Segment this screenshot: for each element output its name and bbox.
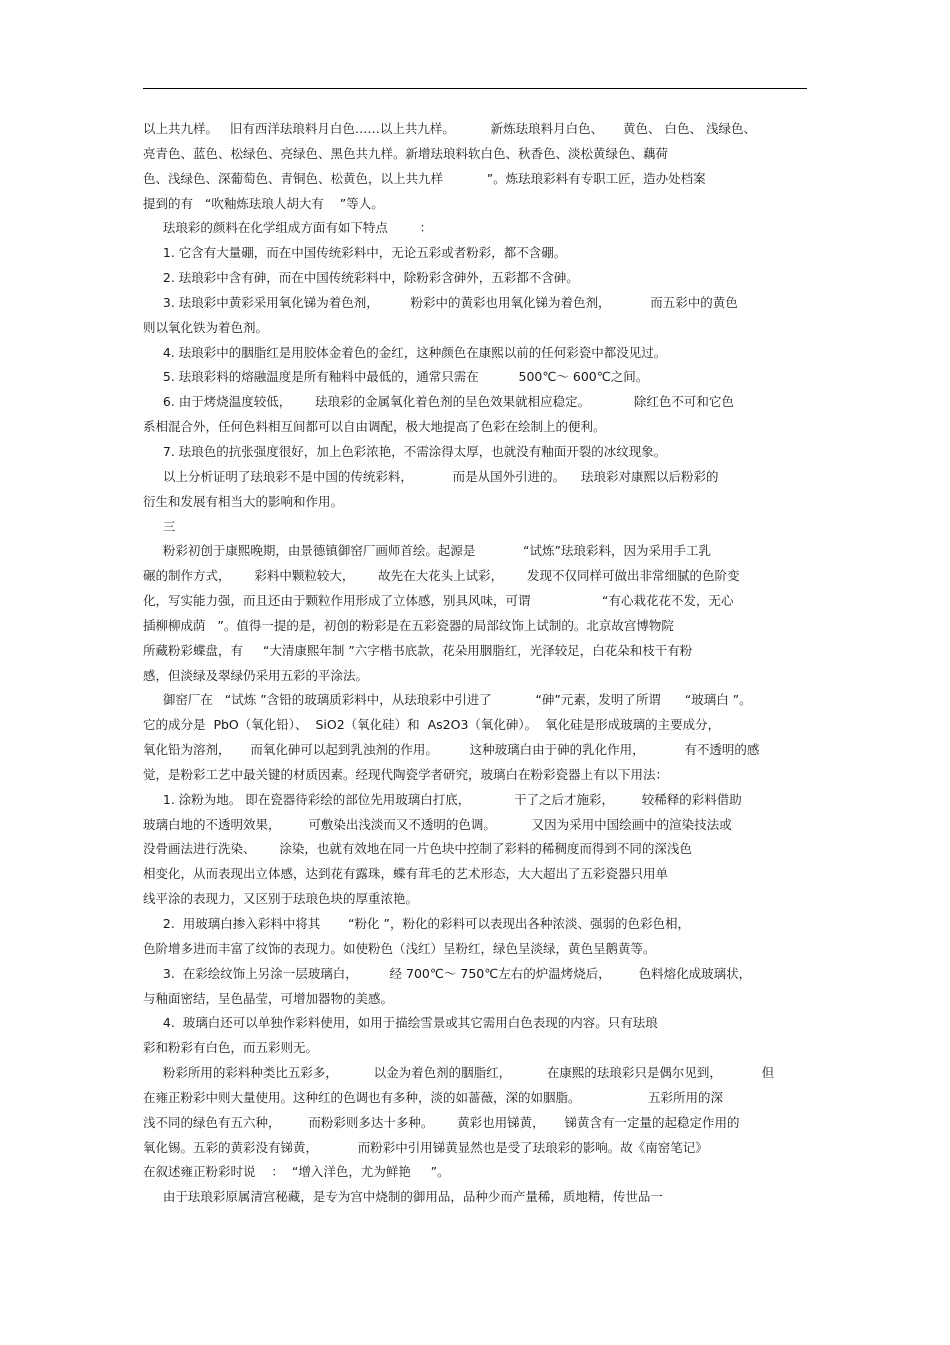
text-line: 粉彩所用的彩料种类比五彩多， 以金为着色剂的胭脂红， 在康熙的珐琅彩只是偶尔见到， 但 bbox=[143, 1065, 775, 1081]
text-line: 3. 在彩绘纹饰上另涂一层玻璃白， 经 700℃～ 750℃左右的炉温烤烧后， 色料熔化成玻璃状， bbox=[143, 965, 752, 981]
text-line: 5. 珐琅彩料的熔融温度是所有釉料中最低的，通常只需在 500℃～ 600℃之间。 bbox=[143, 369, 649, 385]
text-line: 2. 珐琅彩中含有砷，而在中国传统彩料中，除粉彩含砷外，五彩都不含砷。 bbox=[143, 270, 579, 286]
text-line: 以上分析证明了珐琅彩不是中国的传统彩料， 而是从国外引进的。 珐琅彩对康熙以后粉彩的 bbox=[143, 468, 719, 484]
text-line: 衍生和发展有相当大的影响和作用。 bbox=[143, 493, 344, 509]
text-line: 3. 珐琅彩中黄彩采用氧化锑为着色剂， 粉彩中的黄彩也用氧化锑为着色剂， 而五彩中的黄色 bbox=[143, 294, 738, 310]
document-body bbox=[143, 117, 807, 1210]
text-line: 提到的有 “吹釉炼珐琅人胡大有 ”等人。 bbox=[143, 195, 384, 211]
text-line: 它的成分是 PbO（氧化铅）、 SiO2（氧化硅）和 As2O3（氧化砷）。 氧化硅是形成玻璃的主要成分， bbox=[143, 717, 721, 733]
text-line: 由于珐琅彩原属清宫秘藏，是专为宫中烧制的御用品，品种少而产量稀，质地精，传世品一 bbox=[143, 1189, 663, 1205]
text-line: 在叙述雍正粉彩时说 ： “增入洋色，尤为鲜艳 ”。 bbox=[143, 1164, 450, 1180]
text-line: 玻璃白地的不透明效果， 可敷染出浅淡而又不透明的色调。 又因为采用中国绘画中的渲染技法或 bbox=[143, 816, 732, 832]
text-line: 插柳柳成荫 ”。值得一提的是，初创的粉彩是在五彩瓷器的局部纹饰上试制的。北京故宫博物院 bbox=[143, 617, 674, 633]
text-line: 没骨画法进行洗染、 涂染，也就有效地在同一片色块中控制了彩料的稀稠度而得到不同的深浅色 bbox=[143, 841, 692, 857]
text-line: 4. 玻璃白还可以单独作彩料使用，如用于描绘雪景或其它需用白色表现的内容。只有珐琅 bbox=[143, 1015, 658, 1031]
text-line: 4. 珐琅彩中的胭脂红是用胶体金着色的金红，这种颜色在康熙以前的任何彩瓷中都没见过。 bbox=[143, 344, 667, 360]
text-line: 彩和粉彩有白色，而五彩则无。 bbox=[143, 1040, 319, 1056]
text-line: 色阶增多进而丰富了纹饰的表现力。如使粉色（浅红）呈粉红，绿色呈淡绿，黄色呈鹅黄等。 bbox=[143, 940, 656, 956]
text-line: 7. 珐琅色的抗张强度很好，加上色彩浓艳，不需涂得太厚，也就没有釉面开裂的冰纹现象。 bbox=[143, 443, 667, 459]
text-line: 系相混合外，任何色料相互间都可以自由调配，极大地提高了色彩在绘制上的便利。 bbox=[143, 419, 606, 435]
text-line: 线平涂的表现力，又区别于珐琅色块的厚重浓艳。 bbox=[143, 891, 419, 907]
text-line: 感，但淡绿及翠绿仍采用五彩的平涂法。 bbox=[143, 667, 369, 683]
text-line: 2. 用玻璃白掺入彩料中将其 “粉化 ”，粉化的彩料可以表现出各种浓淡、强弱的色彩色相， bbox=[143, 916, 690, 931]
text-line: 以上共九样。 旧有西洋珐琅料月白色……以上共九样。 新炼珐琅料月白色、 黄色、 白色、 浅绿色、 bbox=[143, 121, 756, 136]
text-line: 相变化，从而表现出立体感，达到花有露珠，蝶有茸毛的艺术形态，大大超出了五彩瓷器只用单 bbox=[143, 866, 669, 882]
text-line: 氧化铅为溶剂， 而氧化砷可以起到乳浊剂的作用。 这种玻璃白由于砷的乳化作用， 有不透明的感 bbox=[143, 742, 760, 758]
text-line: 6. 由于烤烧温度较低， 珐琅彩的金属氧化着色剂的呈色效果就相应稳定。 除红色不可和它色 bbox=[143, 394, 734, 410]
text-line: 亮青色、蓝色、松绿色、亮绿色、黑色共九样。新增珐琅料软白色、秋香色、淡松黄绿色、藕荷 bbox=[143, 145, 669, 161]
text-line: 1. 它含有大量硼，而在中国传统彩料中，无论五彩或者粉彩，都不含硼。 bbox=[143, 245, 567, 261]
text-line: 则以氧化铁为着色剂。 bbox=[143, 319, 269, 335]
text-line: 氧化锡。五彩的黄彩没有锑黄， 而粉彩中引用锑黄显然也是受了珐琅彩的影响。故《南窑笔记》 bbox=[143, 1139, 708, 1155]
text-line: 1. 涂粉为地。 即在瓷器待彩绘的部位先用玻璃白打底， 干了之后才施彩， 较稀释的彩料借助 bbox=[143, 791, 742, 807]
text-line: 粉彩初创于康熙晚期，由景德镇御窑厂画师首绘。起源是 “试炼”珐琅彩料，因为采用手工乳 bbox=[143, 543, 712, 559]
text-line: 与釉面密结，呈色晶莹，可增加器物的美感。 bbox=[143, 990, 394, 1006]
text-line: 珐琅彩的颜料在化学组成方面有如下特点 ： bbox=[143, 220, 433, 236]
text-line: 化，写实能力强，而且还由于颗粒作用形成了立体感，别具风味，可谓 “有心栽花花不发，无心 bbox=[143, 593, 734, 609]
header-rule bbox=[143, 88, 807, 89]
text-line: 色、浅绿色、深葡萄色、青铜色、松黄色，以上共九样 ”。炼珐琅彩料有专职工匠，造办处档案 bbox=[143, 170, 706, 186]
text-line: 所藏粉彩蝶盘，有 “大清康熙年制 ”六字楷书底款，花朵用胭脂红，光泽较足，白花朵和枝干有粉 bbox=[143, 642, 693, 658]
text-line: 碾的制作方式， 彩料中颗粒较大， 故先在大花头上试彩， 发现不仅同样可做出非常细腻的色阶变 bbox=[143, 568, 740, 584]
text-line: 在雍正粉彩中则大量使用。这种红的色调也有多种，淡的如蔷薇，深的如胭脂。 五彩所用的深 bbox=[143, 1089, 724, 1105]
text-line: 浅不同的绿色有五六种， 而粉彩则多达十多种。 黄彩也用锑黄， 锑黄含有一定量的起稳定作用的 bbox=[143, 1114, 740, 1130]
text-line: 御窑厂在 “试炼 ”含铅的玻璃质彩料中，从珐琅彩中引进了 “砷”元素，发明了所谓 “玻璃白 ”。 bbox=[143, 692, 752, 708]
text-line: 觉，是粉彩工艺中最关键的材质因素。经现代陶瓷学者研究，玻璃白在粉彩瓷器上有以下用法： bbox=[143, 766, 669, 782]
section-heading: 三 bbox=[143, 518, 176, 534]
